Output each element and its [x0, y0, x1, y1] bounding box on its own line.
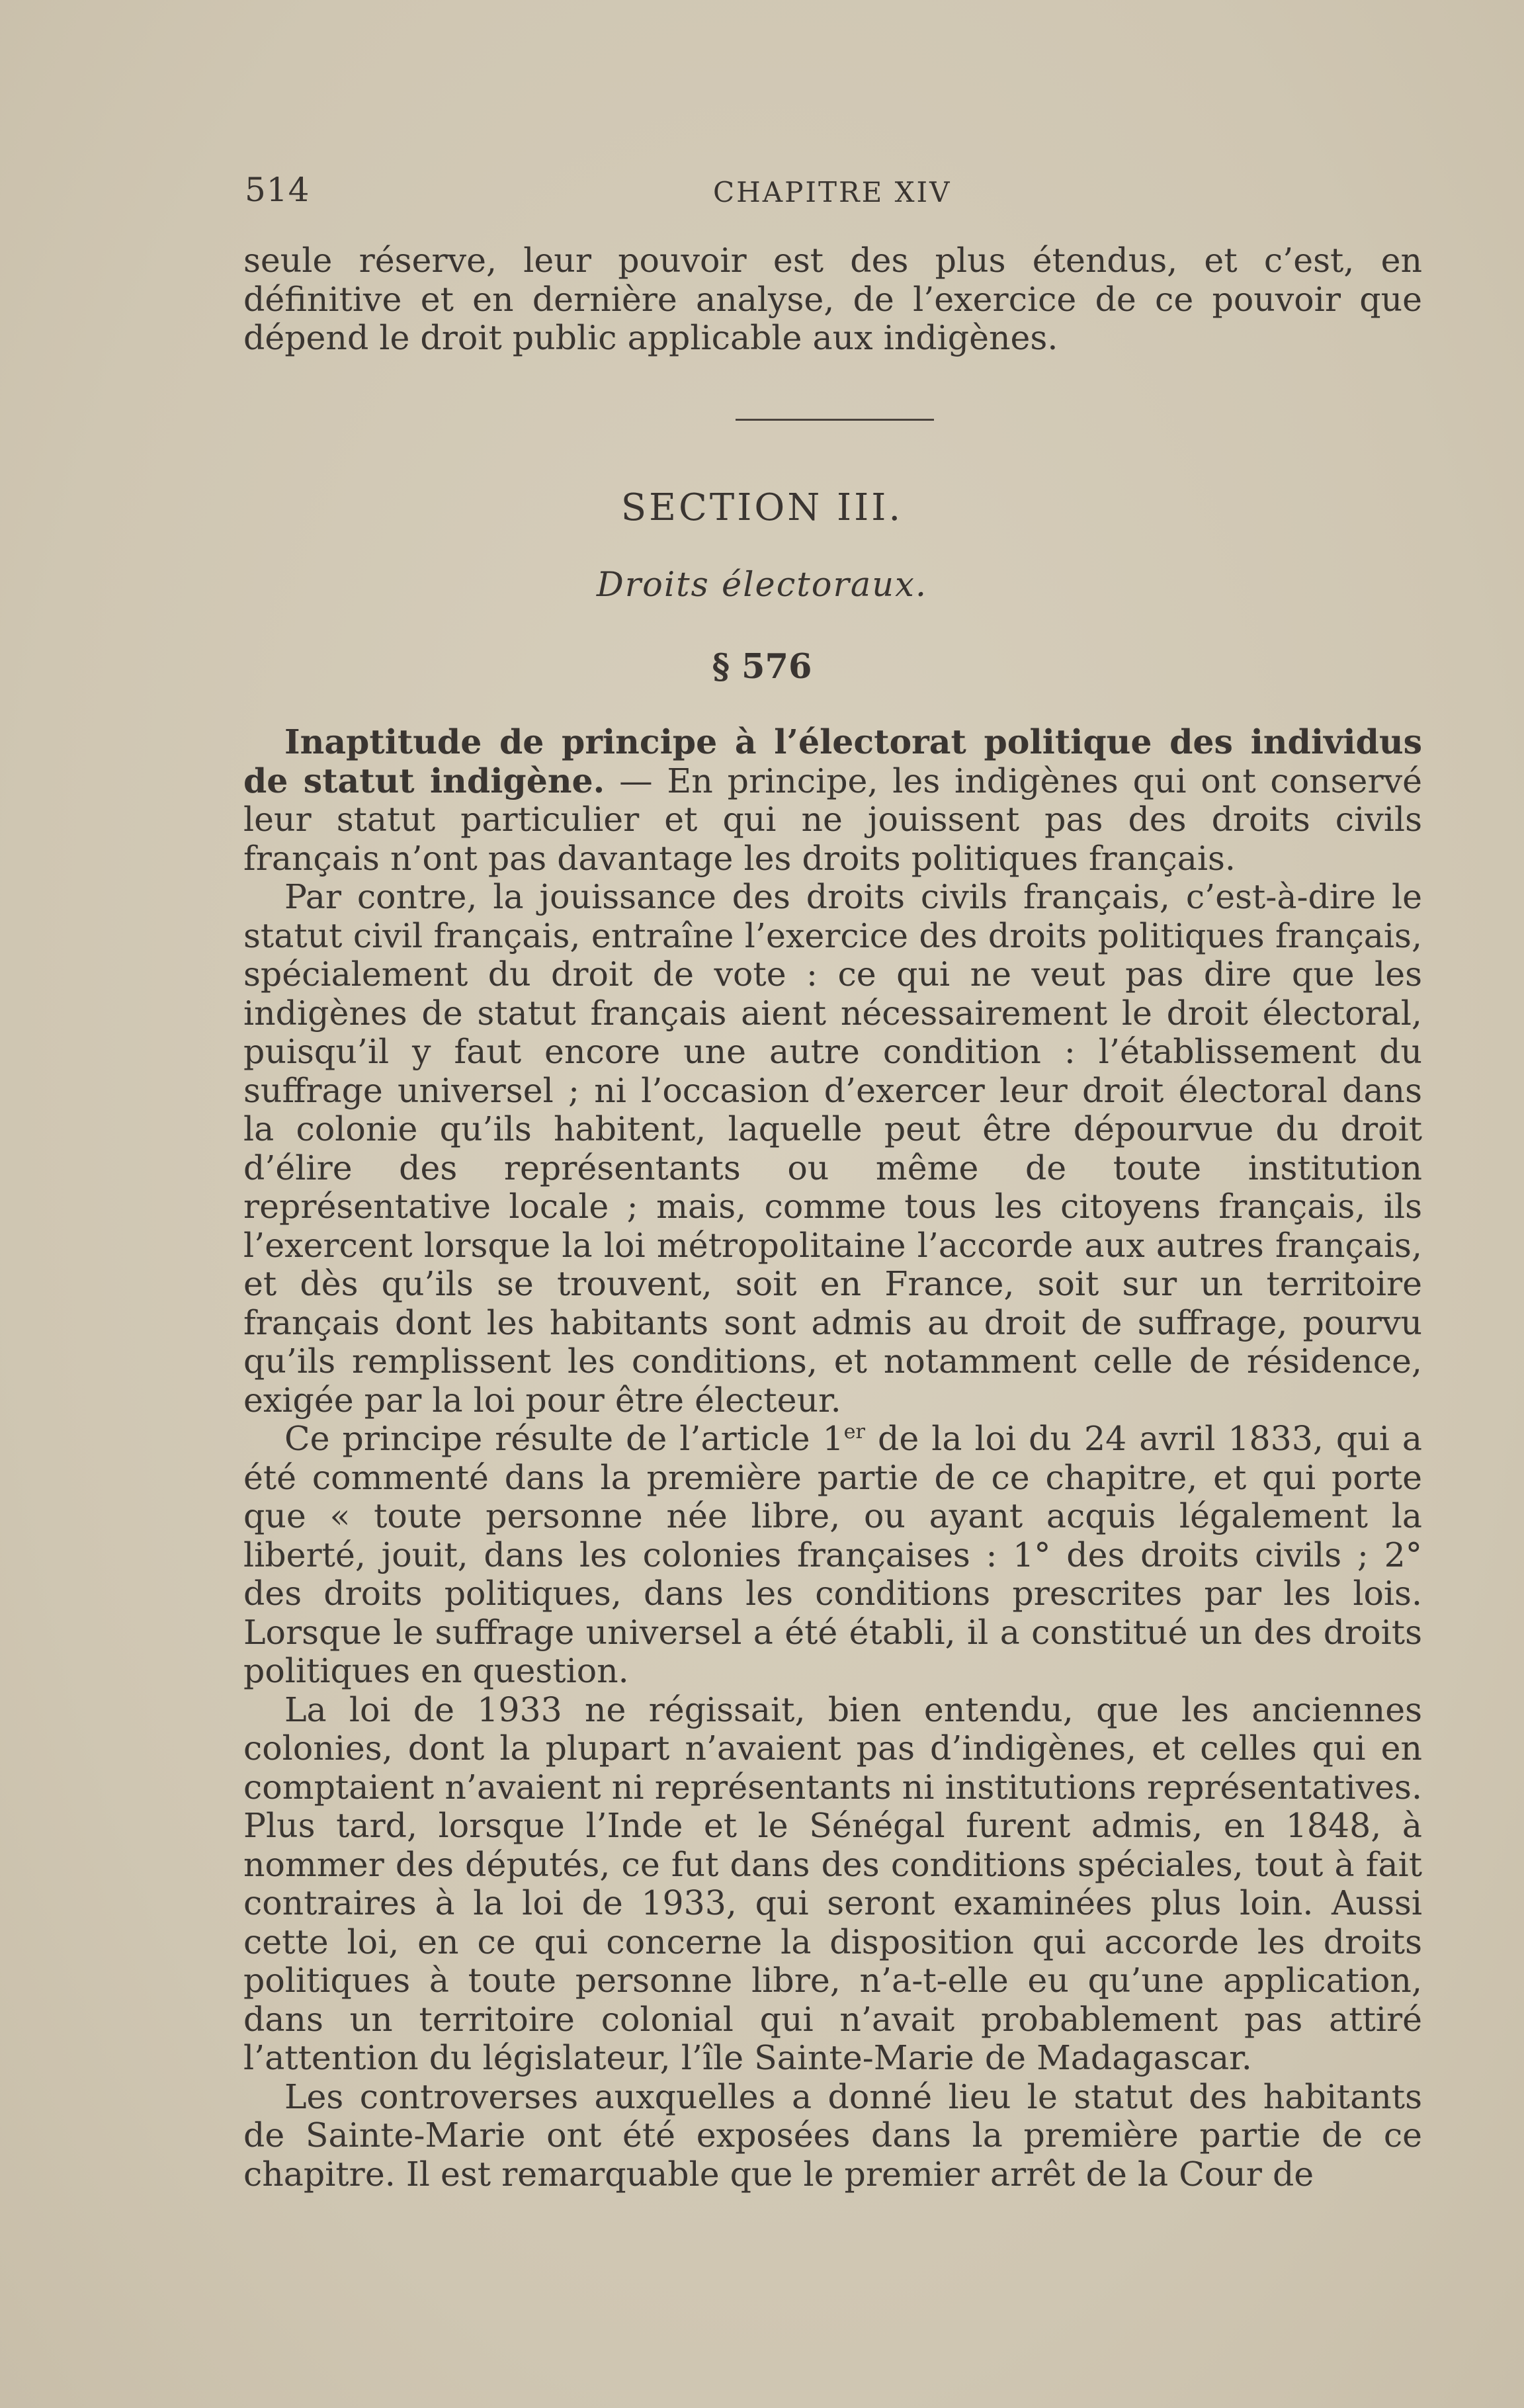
paragraph-2: Par contre, la jouissance des droits civils français, c’est-à-dire le statut civil français, entraîne l’exercice des droits politiques français, spécialement du droit de vote : ce qui ne veut pas dire que les indigènes de statut français aient nécessairement le droit électoral, puisqu’il y faut encore une autre condition : l’établissement du suffrage universel ; ni l’occasion d’exercer leur droit électoral dans la colonie qu’ils habitent, laquelle peut être dépourvue du droit d’élire des représentants ou même de toute institution représentative locale ; mais, comme tous les citoyens français, ils l’exercent lorsque la loi métropolitaine l’accorde aux autres français, et dès qu’ils se trouvent, soit en France, soit sur un territoire français dont les habitants sont admis au droit de suffrage, pourvu qu’ils remplissent les conditions, et notamment celle de résidence, exigée par la loi pour être électeur.	[243, 877, 1422, 1420]
page-header	[245, 171, 1422, 210]
superscript-er: er	[843, 1420, 866, 1444]
section-divider	[736, 419, 934, 421]
continuation-paragraph: seule réserve, leur pouvoir est des plus étendus, et c’est, en définitive et en dernière analyse, de l’exercice de ce pouvoir que dépend le droit public applicable aux indigènes.	[243, 241, 1422, 357]
paragraph-1	[243, 723, 1422, 878]
running-title: CHAPITRE XIV	[713, 176, 952, 208]
section-subtitle: Droits électoraux.	[596, 566, 928, 605]
body-text	[243, 723, 1422, 2194]
continuation-block	[243, 241, 1422, 358]
paragraph-number: § 576	[712, 647, 812, 687]
paragraph-4: La loi de 1933 ne régissait, bien entendu, que les anciennes colonies, dont la plupart n’avaient pas d’indigènes, et celles qui en comptaient n’avaient ni représentants ni institutions représentatives. Plus tard, lorsque l’Inde et le Sénégal furent admis, en 1848, à nommer des députés, ce fut dans des conditions spéciales, tout à fait contraires à la loi de 1933, qui seront examinées plus loin. Aussi cette loi, en ce qui concerne la disposition qui accorde les droits politiques à toute personne libre, n’a-t-elle eu qu’une application, dans un territoire colonial qui n’avait probablement pas attiré l’attention du législateur, l’île Sainte-Marie de Madagascar.	[243, 1690, 1422, 2077]
paragraph-heading: Inaptitude de principe à l’électorat politique des individus de statut indigène.	[243, 722, 1422, 800]
paragraph-3-part-1: Ce principe résulte de l’article 1	[284, 1419, 844, 1458]
paragraph-5: Les controverses auxquelles a donné lieu le statut des habitants de Sainte-Marie ont été exposées dans la première partie de ce chapitre. Il est remarquable que le premier arrêt de la Cour de	[243, 2077, 1422, 2194]
page-number: 514	[245, 171, 310, 209]
paragraph-3-part-2: de la loi du 24 avril 1833, qui a été commenté dans la première partie de ce chapitre, et qui porte que « toute personne née libre, ou ayant acquis légalement la liberté, jouit, dans les colonies françaises : 1° des droits civils ; 2° des droits politiques, dans les conditions prescrites par les lois. Lorsque le suffrage universel a été établi, il a constitué un des droits politiques en question.	[243, 1419, 1422, 1690]
paragraph-1-body: — En principe, les indigènes qui ont conservé leur statut particulier et qui ne jouissent pas des droits civils français n’ont pas davantage les droits politiques français.	[243, 761, 1423, 878]
section-title: SECTION III.	[620, 486, 904, 529]
paragraph-3	[243, 1420, 1422, 1691]
